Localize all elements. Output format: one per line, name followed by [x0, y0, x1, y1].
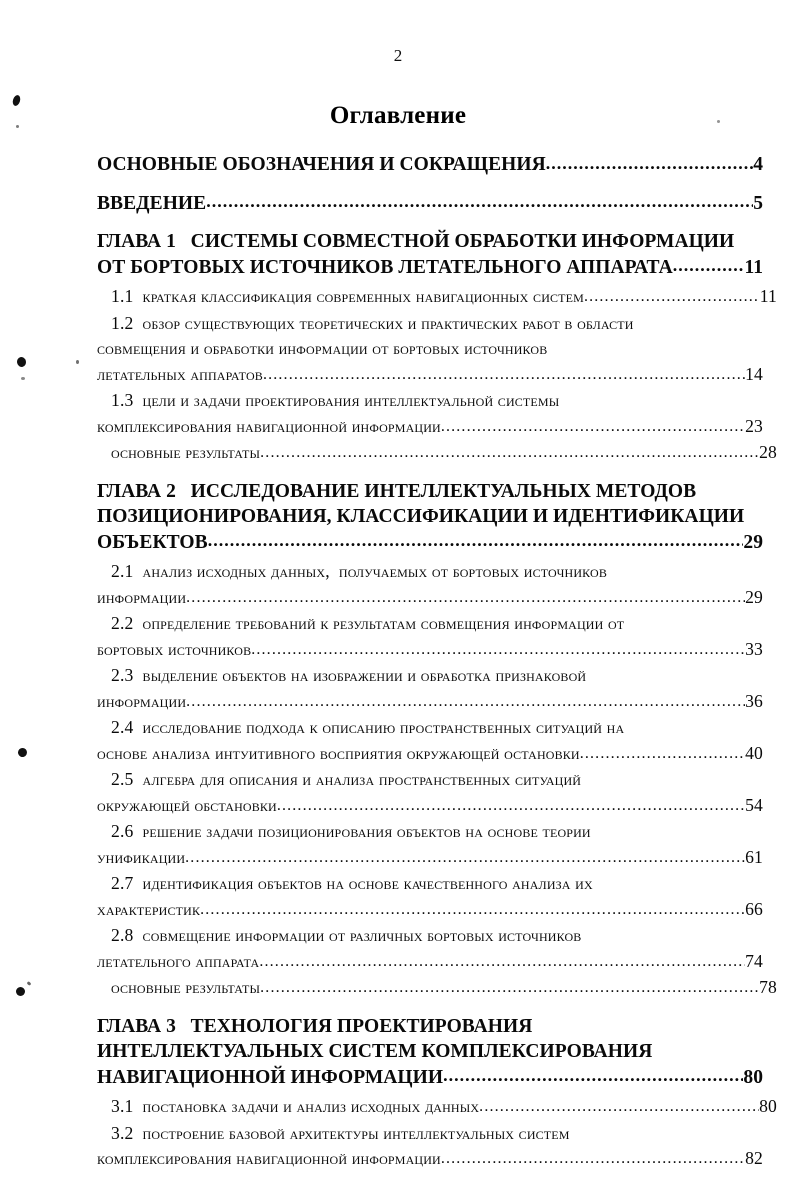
toc-page-number: 28: [759, 442, 777, 462]
toc-chapter-entry[interactable]: [97, 152, 763, 178]
toc-entry-line: [97, 637, 763, 664]
toc-entry-title: летательных аппаратов: [97, 363, 263, 384]
toc-entry-title: летательного аппарата: [97, 950, 260, 971]
toc-entry-title: ГЛАВА 1 СИСТЕМЫ СОВМЕСТНОЙ ОБРАБОТКИ ИНФОРМАЦИИ: [97, 231, 735, 252]
toc-entry-title: краткая классификация современных навигационных систем: [142, 286, 584, 306]
dot-leader: [185, 845, 745, 871]
dot-leader: [208, 528, 744, 554]
toc-entry-title: основе анализа интуитивного восприятия окружающей остановки: [97, 742, 580, 763]
scan-artifact-ink-blot: [21, 377, 25, 380]
toc-entry-line: [97, 152, 763, 178]
toc-entry-number: 1.3: [111, 390, 143, 410]
dot-leader: [479, 1094, 759, 1120]
toc-entry-number: 2.8: [111, 925, 143, 945]
toc-entry-line: [97, 871, 777, 897]
dot-leader: [584, 284, 760, 310]
toc-entry-title: выделение объектов на изображении и обработка признаковой: [142, 665, 587, 685]
toc-entry-line: [97, 336, 763, 362]
toc-entry-title: окружающей обстановки: [97, 794, 277, 815]
toc-entry-title: ОСНОВНЫЕ ОБОЗНАЧЕНИЯ И СОКРАЩЕНИЯ: [97, 154, 546, 175]
toc-entry-number: 3.2: [111, 1122, 143, 1143]
toc-entry-line: [97, 741, 763, 768]
toc-page-number: 61: [745, 846, 763, 867]
toc-entry-line: [97, 559, 777, 585]
toc-section-entry[interactable]: [97, 663, 763, 715]
toc-chapter-entry[interactable]: [97, 229, 763, 280]
toc-entry-line: [97, 229, 763, 255]
scan-artifact-ink-blot: [16, 987, 25, 996]
toc-entry-title: информации: [97, 690, 187, 711]
toc-chapter-entry[interactable]: [97, 479, 763, 556]
toc-entry-line: [97, 897, 763, 924]
toc-entry-line: [97, 767, 777, 793]
toc-entry-line: [97, 479, 763, 505]
toc-entry-title: характеристик: [97, 898, 201, 919]
toc-entry-line: [97, 1094, 777, 1121]
toc-entry-number: 2.3: [111, 665, 143, 685]
toc-entry-title: построение базовой архитектуры интеллектуальных систем: [142, 1122, 570, 1143]
toc-section-entry[interactable]: [97, 611, 763, 663]
toc-page-number: 29: [745, 586, 763, 607]
dot-leader: [441, 414, 745, 440]
table-of-contents: [97, 152, 777, 1173]
toc-page-number: 66: [745, 898, 763, 919]
dot-leader: [546, 151, 753, 177]
toc-entry-title: комплексирования навигационной информации: [97, 1148, 441, 1168]
toc-spacer: [97, 216, 763, 229]
toc-entry-title: НАВИГАЦИОННОЙ ИНФОРМАЦИИ: [97, 1066, 444, 1088]
toc-entry-title: идентификация объектов на основе качественного анализа их: [142, 873, 593, 893]
toc-entry-line: [97, 923, 777, 949]
toc-entry-line: [97, 311, 777, 337]
toc-entry-title: анализ исходных данных, получаемых от бортовых источников: [142, 561, 607, 581]
toc-section-entry[interactable]: [97, 311, 763, 389]
toc-page-number: 80: [759, 1096, 777, 1116]
toc-entry-line: [97, 689, 763, 716]
toc-entry-line: [97, 1065, 763, 1091]
dot-leader: [259, 949, 745, 975]
toc-section-entry[interactable]: [97, 1094, 777, 1121]
toc-entry-line: [97, 414, 763, 441]
toc-entry-number: 1.2: [111, 312, 143, 333]
toc-entry-title: ГЛАВА 3 ТЕХНОЛОГИЯ ПРОЕКТИРОВАНИЯ: [97, 1015, 533, 1037]
toc-entry-line: [97, 255, 763, 281]
toc-entry-title: алгебра для описания и анализа пространственных ситуаций: [142, 769, 582, 789]
dot-leader: [673, 253, 745, 279]
toc-entry-line: [97, 793, 763, 820]
toc-entry-title: унификации: [97, 846, 186, 867]
toc-entry-title: ИНТЕЛЛЕКТУАЛЬНЫХ СИСТЕМ КОМПЛЕКСИРОВАНИЯ: [97, 1041, 653, 1062]
dot-leader: [251, 637, 745, 663]
toc-section-entry[interactable]: [97, 559, 763, 611]
scan-artifact-ink-blot: [76, 360, 79, 364]
toc-page-number: 29: [743, 531, 763, 553]
toc-section-entry[interactable]: [97, 923, 763, 975]
toc-page-number: 82: [745, 1148, 763, 1168]
toc-page-number: 80: [743, 1066, 763, 1088]
toc-page-number: 11: [744, 256, 763, 278]
toc-chapter-entry[interactable]: [97, 191, 763, 217]
toc-entry-title: ОТ БОРТОВЫХ ИСТОЧНИКОВ ЛЕТАТЕЛЬНОГО АППАРАТА: [97, 256, 673, 278]
toc-page-number: 33: [745, 638, 763, 659]
toc-section-entry[interactable]: [97, 715, 763, 767]
toc-section-entry[interactable]: [97, 819, 763, 871]
toc-entry-line: [97, 975, 777, 1002]
toc-entry-line: [97, 1014, 763, 1040]
toc-entry-title: информации: [97, 586, 187, 607]
dot-leader: [277, 793, 745, 819]
dot-leader: [443, 1063, 743, 1089]
toc-spacer: [97, 467, 763, 479]
dot-leader: [441, 1146, 745, 1172]
toc-entry-title: обзор существующих теоретических и практических работ в области: [142, 312, 634, 333]
toc-entry-title: ВВЕДЕНИЕ: [97, 192, 207, 214]
toc-page-number: 54: [745, 794, 763, 815]
page-number: 2: [393, 46, 403, 65]
toc-entry-title: комплексирования навигационной информации: [97, 415, 441, 436]
toc-entry-line: [97, 1039, 763, 1065]
toc-entry-number: 1.1: [111, 286, 143, 306]
toc-entry-line: [97, 845, 763, 872]
toc-page-number: 40: [745, 742, 763, 763]
toc-entry-title: ПОЗИЦИОНИРОВАНИЯ, КЛАССИФИКАЦИИ И ИДЕНТИФИКАЦИИ: [97, 506, 745, 527]
toc-entry-number: 2.6: [111, 821, 143, 841]
toc-entry-line: [97, 611, 777, 637]
toc-section-entry[interactable]: [97, 767, 763, 819]
toc-entry-line: [97, 1146, 763, 1173]
toc-entry-title: исследование подхода к описанию пространственных ситуаций на: [142, 717, 625, 737]
toc-entry-title: совмещение информации от различных бортовых источников: [142, 925, 582, 945]
dot-leader: [260, 975, 759, 1001]
toc-page-number: 74: [745, 950, 763, 971]
toc-section-entry[interactable]: [97, 871, 763, 923]
dot-leader: [186, 689, 745, 715]
toc-entry-title: ОБЪЕКТОВ: [97, 531, 208, 553]
toc-entry-line: [97, 949, 763, 976]
toc-section-entry[interactable]: [97, 1121, 763, 1173]
dot-leader: [206, 189, 753, 215]
toc-section-entry[interactable]: [97, 975, 777, 1002]
toc-entry-title: совмещения и обработки информации от бортовых источников: [97, 338, 548, 358]
toc-entry-number: 2.2: [111, 613, 143, 633]
dot-leader: [263, 362, 745, 388]
toc-page-number: 4: [753, 154, 763, 175]
toc-entry-title: решение задачи позиционирования объектов на основе теории: [142, 821, 591, 841]
toc-page-number: 78: [759, 977, 777, 997]
toc-entry-line: [97, 663, 777, 689]
toc-section-entry[interactable]: [97, 284, 777, 311]
toc-section-entry[interactable]: [97, 440, 777, 467]
toc-entry-line: [97, 440, 777, 467]
dot-leader: [260, 440, 759, 466]
toc-entry-line: [97, 504, 763, 530]
toc-page-number: 14: [745, 363, 763, 384]
toc-entry-title: постановка задачи и анализ исходных данных: [142, 1096, 480, 1116]
toc-entry-title: основные результаты: [111, 442, 261, 462]
toc-entry-number: 2.7: [111, 873, 143, 893]
toc-spacer: [97, 1002, 763, 1014]
dot-leader: [580, 741, 745, 767]
toc-section-entry[interactable]: [97, 388, 763, 440]
toc-entry-title: бортовых источников: [97, 638, 252, 659]
scan-artifact-ink-blot: [16, 125, 19, 128]
dot-leader: [186, 585, 745, 611]
toc-entry-line: [97, 530, 763, 556]
scan-artifact-ink-blot: [27, 981, 32, 986]
toc-entry-line: [97, 388, 777, 414]
toc-entry-title: основные результаты: [111, 977, 261, 997]
toc-entry-line: [97, 819, 777, 845]
toc-entry-line: [97, 191, 763, 217]
scan-artifact-ink-blot: [17, 747, 29, 759]
page-title: Оглавление: [329, 102, 467, 129]
toc-page-number: 5: [753, 192, 763, 214]
toc-entry-number: 2.1: [111, 561, 143, 581]
toc-page-number: 36: [745, 690, 763, 711]
toc-chapter-entry[interactable]: [97, 1014, 763, 1091]
toc-entry-number: 2.5: [111, 769, 143, 789]
toc-entry-title: определение требований к результатам совмещения информации от: [142, 613, 625, 633]
toc-entry-line: [97, 585, 763, 612]
toc-entry-title: цели и задачи проектирования интеллектуальной системы: [142, 390, 560, 410]
toc-page-number: 11: [759, 286, 777, 306]
toc-entry-number: 3.1: [111, 1096, 143, 1116]
toc-entry-number: 2.4: [111, 717, 143, 737]
toc-entry-line: [97, 284, 777, 311]
toc-entry-line: [97, 362, 763, 389]
toc-entry-line: [97, 715, 777, 741]
toc-entry-title: ГЛАВА 2 ИССЛЕДОВАНИЕ ИНТЕЛЛЕКТУАЛЬНЫХ МЕТОДОВ: [97, 480, 697, 502]
scan-artifact-ink-blot: [16, 356, 27, 368]
scan-artifact-ink-blot: [717, 120, 720, 123]
toc-page-number: 23: [745, 415, 763, 436]
toc-entry-line: [97, 1121, 777, 1147]
dot-leader: [200, 897, 745, 923]
